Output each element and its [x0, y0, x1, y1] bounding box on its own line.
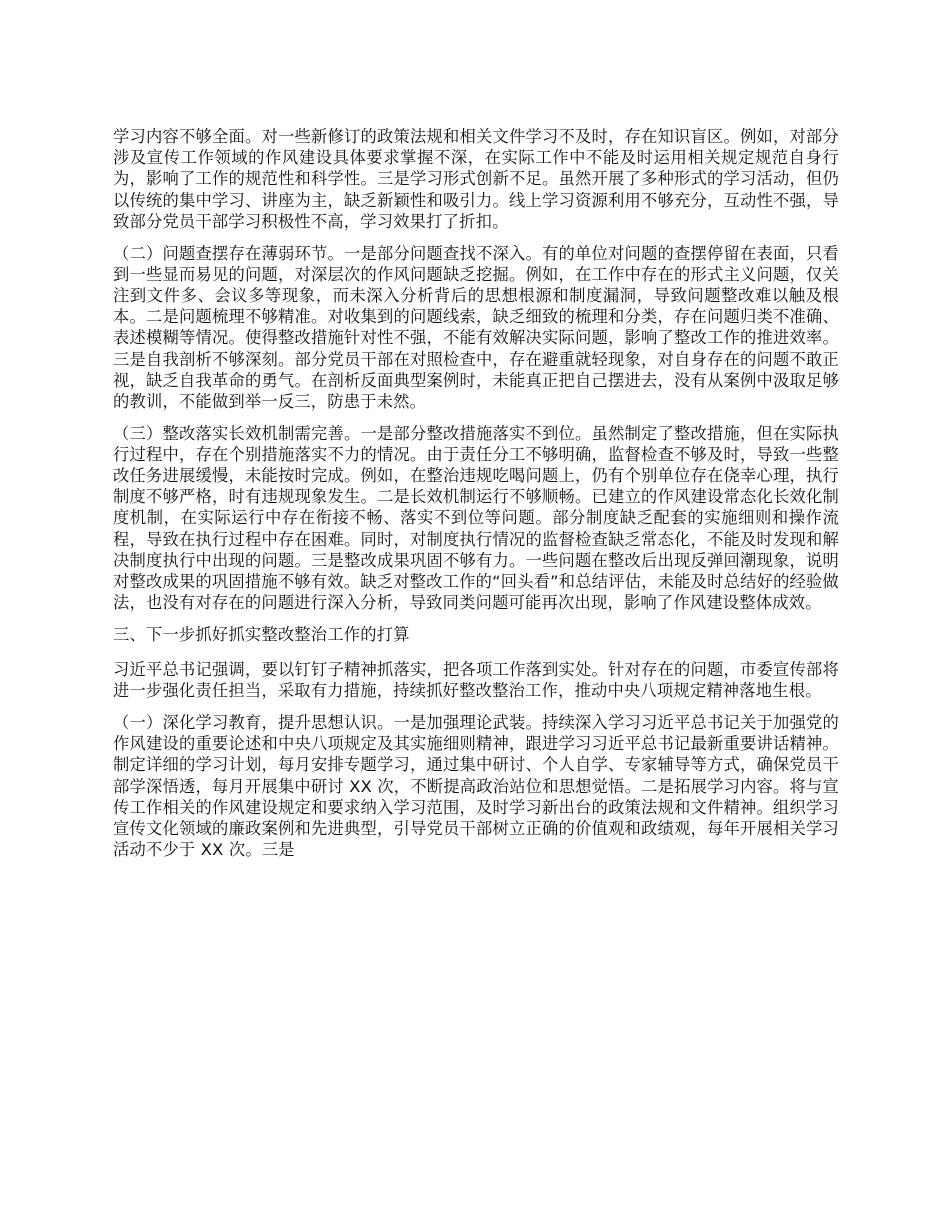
- body-paragraph: （一）深化学习教育，提升思想认识。一是加强理论武装。持续深入学习习近平总书记关于加强党的作风建设的重要论述和中央八项规定及其实施细则精神，跟进学习习近平总书记最新重要讲话精神。制定详细的学习计划，每月安排专题学习，通过集中研讨、个人自学、专家辅导等方式，确保党员干部学深悟透，每月开展集中研讨 XX 次，不断提高政治站位和思想觉悟。二是拓展学习内容。将与宣传工作相关的作风建设规定和要求纳入学习范围，及时学习新出台的政策法规和文件精神。组织学习宣传文化领域的廉政案例和先进典型，引导党员干部树立正确的价值观和政绩观，每年开展相关学习活动不少于 XX 次。三是: [113, 713, 839, 860]
- section-heading: 三、下一步抓好抓实整改整治工作的打算: [113, 624, 410, 644]
- body-paragraph: （三）整改落实长效机制需完善。一是部分整改措施落实不到位。虽然制定了整改措施，但在实际执行过程中，存在个别措施落实不力的情况。由于责任分工不够明确，监督检查不够及时，导致一些整改任务进展缓慢，未能按时完成。例如，在整治违规吃喝问题上，仍有个别单位存在侥幸心理，执行制度不够严格，时有违规现象发生。二是长效机制运行不够顺畅。已建立的作风建设常态化长效化制度机制，在实际运行中存在衔接不畅、落实不到位等问题。部分制度缺乏配套的实施细则和操作流程，导致在执行过程中存在困难。同时，对制度执行情况的监督检查缺乏常态化，不能及时发现和解决制度执行中出现的问题。三是整改成果巩固不够有力。一些问题在整改后出现反弹回潮现象，说明对整改成果的巩固措施不够有效。缺乏对整改工作的“回头看”和总结评估，未能及时总结好的经验做法，也没有对存在的问题进行深入分析，导致同类问题可能再次出现，影响了作风建设整体成效。: [113, 423, 839, 613]
- body-paragraph: （二）问题查摆存在薄弱环节。一是部分问题查找不深入。有的单位对问题的查摆停留在表面，只看到一些显而易见的问题，对深层次的作风问题缺乏挖掘。例如，在工作中存在的形式主义问题，仅关注到文件多、会议多等现象，而未深入分析背后的思想根源和制度漏洞，导致问题整改难以触及根本。二是问题梳理不够精准。对收集到的问题线索，缺乏细致的梳理和分类，存在问题归类不准确、表述模糊等情况。使得整改措施针对性不强，不能有效解决实际问题，影响了整改工作的推进效率。三是自我剖析不够深刻。部分党员干部在对照检查中，存在避重就轻现象，对自身存在的问题不敢正视，缺乏自我革命的勇气。在剖析反面典型案例时，未能真正把自己摆进去，没有从案例中汲取足够的教训，不能做到举一反三，防患于未然。: [113, 243, 839, 411]
- body-paragraph: 学习内容不够全面。对一些新修订的政策法规和相关文件学习不及时，存在知识盲区。例如，对部分涉及宣传工作领域的作风建设具体要求掌握不深，在实际工作中不能及时运用相关规定规范自身行为，影响了工作的规范性和科学性。三是学习形式创新不足。虽然开展了多种形式的学习活动，但仍以传统的集中学习、讲座为主，缺乏新颖性和吸引力。线上学习资源利用不够充分，互动性不强，导致部分党员干部学习积极性不高，学习效果打了折扣。: [113, 127, 839, 231]
- body-paragraph: 习近平总书记强调，要以钉钉子精神抓落实，把各项工作落到实处。针对存在的问题，市委宣传部将进一步强化责任担当，采取有力措施，持续抓好整改整治工作，推动中央八项规定精神落地生根。: [113, 660, 839, 701]
- document-page: [113, 126, 839, 871]
